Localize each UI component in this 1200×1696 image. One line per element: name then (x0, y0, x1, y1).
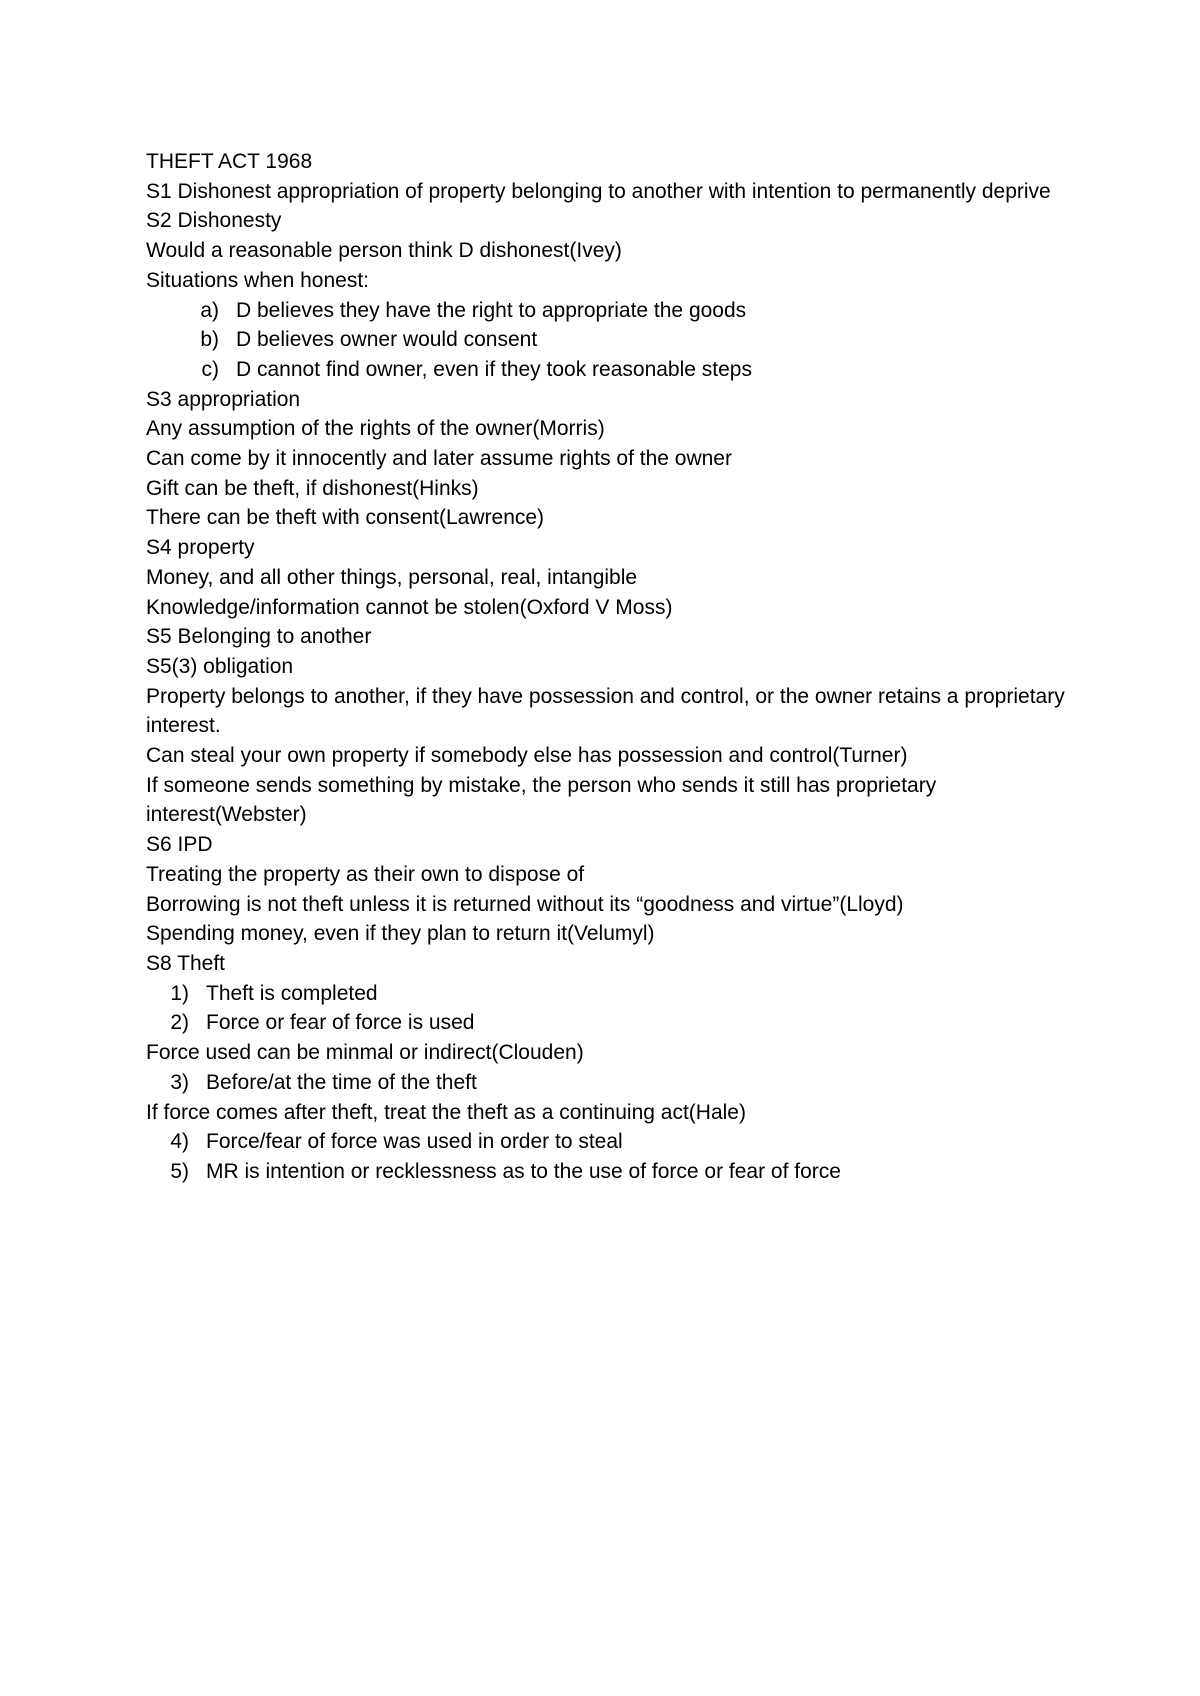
s2-heading: S2 Dishonesty (146, 209, 282, 233)
list-item (146, 1157, 1086, 1187)
s4-heading: S4 property (146, 536, 255, 560)
s6-line: Borrowing is not theft unless it is returned without its “goodness and virtue”(Lloyd) (146, 892, 904, 916)
s3-line: Any assumption of the rights of the owner(Morris) (146, 417, 605, 441)
s5-line: If someone sends something by mistake, the person who sends it still has proprietary interest(Webster) (146, 773, 937, 827)
s8-note: If force comes after theft, treat the theft as a continuing act(Hale) (146, 1100, 746, 1124)
list-marker: 5) (170, 1159, 189, 1183)
s5-heading: S5 Belonging to another (146, 625, 372, 649)
s4-line: Knowledge/information cannot be stolen(Oxford V Moss) (146, 595, 673, 619)
list-item-text: Force or fear of force is used (206, 1011, 475, 1035)
list-marker: b) (200, 328, 219, 352)
list-marker: 2) (170, 1011, 189, 1035)
list-item (146, 325, 1086, 355)
s3-line: There can be theft with consent(Lawrence) (146, 506, 545, 530)
list-marker: 4) (170, 1130, 189, 1154)
s5-line: Can steal your own property if somebody else has possession and control(Turner) (146, 744, 908, 768)
s8-note: Force used can be minmal or indirect(Clouden) (146, 1041, 584, 1065)
list-item (146, 1127, 1086, 1157)
s1-definition: S1 Dishonest appropriation of property belonging to another with intention to permanently deprive (146, 179, 1051, 203)
s6-line: Treating the property as their own to dispose of (146, 862, 585, 886)
s3-heading: S3 appropriation (146, 387, 301, 411)
s2-test: Would a reasonable person think D dishonest(Ivey) (146, 239, 622, 263)
list-marker: c) (201, 357, 219, 381)
list-item (146, 1008, 1086, 1038)
s5-subheading: S5(3) obligation (146, 654, 294, 678)
list-marker: 1) (170, 981, 189, 1005)
list-item-text: Theft is completed (206, 981, 378, 1005)
document-title: THEFT ACT 1968 (146, 150, 313, 173)
list-item (146, 1068, 1086, 1098)
list-item (146, 355, 1086, 385)
list-marker: a) (200, 298, 219, 322)
s3-line: Gift can be theft, if dishonest(Hinks) (146, 476, 479, 500)
list-item (146, 979, 1086, 1009)
list-marker: 3) (170, 1070, 189, 1094)
s3-line: Can come by it innocently and later assume rights of the owner (146, 447, 732, 471)
s6-line: Spending money, even if they plan to return it(Velumyl) (146, 922, 655, 946)
s2-situations-intro: Situations when honest: (146, 268, 369, 292)
s8-heading: S8 Theft (146, 951, 225, 975)
list-item-text: D believes they have the right to appropriate the goods (236, 298, 747, 322)
list-item-text: Before/at the time of the theft (206, 1070, 477, 1094)
list-item-text: Force/fear of force was used in order to steal (206, 1130, 623, 1154)
list-item-text: D cannot find owner, even if they took reasonable steps (236, 357, 752, 381)
s5-line: Property belongs to another, if they have possession and control, or the owner retains a proprietary interest. (146, 684, 1065, 738)
s4-line: Money, and all other things, personal, real, intangible (146, 565, 638, 589)
s6-heading: S6 IPD (146, 833, 213, 857)
document-body (146, 147, 1086, 1187)
list-item (146, 296, 1086, 326)
list-item-text: MR is intention or recklessness as to the use of force or fear of force (206, 1159, 841, 1183)
list-item-text: D believes owner would consent (236, 328, 538, 352)
